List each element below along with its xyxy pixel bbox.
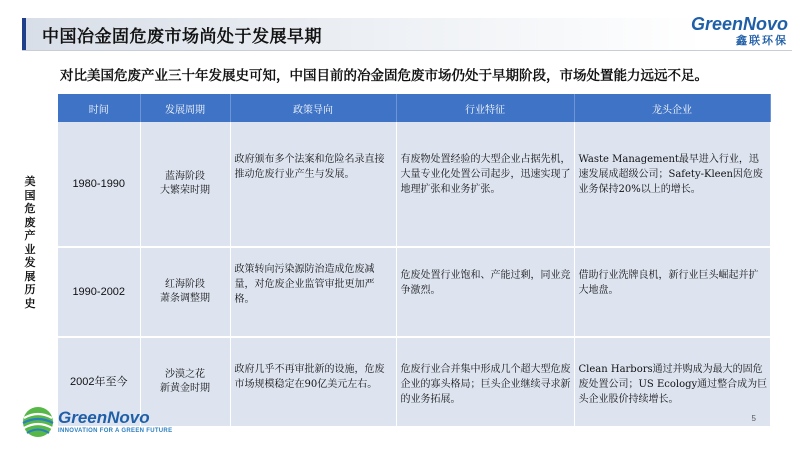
side-label: 美国危废产业发展历史 [24,175,36,310]
page-title: 中国冶金固危废市场尚处于发展早期 [42,27,322,47]
brand-logo [691,14,788,48]
table-header-row [58,94,770,122]
header-stage: 发展周期 [140,94,230,122]
title-accent [22,18,26,50]
title-divider [22,50,792,51]
header-leader: 龙头企业 [574,94,770,122]
page-number: 5 [751,414,756,423]
header-time: 时间 [58,94,140,122]
brand-chinese-name: 鑫联环保 [736,34,788,47]
stage-name: 沙漠之花 [165,369,205,380]
cell-leader: Clean Harbors通过并购成为最大的固危废处置公司；US Ecology通过整合成为巨头企业股价持续增长。 [574,337,770,427]
footer-tagline: INNOVATION FOR A GREEN FUTURE [58,428,173,434]
cell-leader: 借助行业洗牌良机，新行业巨头崛起并扩大地盘。 [574,247,770,337]
cell-industry: 有废物处置经验的大型企业占据先机，大量专业化处置公司起步，迅速实现了地理扩张和业务扩张。 [396,122,574,247]
stage-period: 大繁荣时期 [160,185,210,196]
cell-industry: 危废行业合并集中形成几个超大型危废企业的寡头格局；巨头企业继续寻求新的业务拓展。 [396,337,574,427]
stage-name: 红海阶段 [165,279,205,290]
cell-stage [140,247,230,337]
header-industry: 行业特征 [396,94,574,122]
brand-name: GreenNovo [690,14,788,34]
cell-stage [140,122,230,247]
cell-leader: Waste Management最早进入行业，迅速发展成超级公司；Safety-Kleen因危废业务保持20%以上的增长。 [574,122,770,247]
footer-brand-name: GreenNovo [58,408,150,427]
stage-period: 萧条调整期 [160,293,210,304]
summary-text: 对比美国危废产业三十年发展史可知，中国目前的冶金固危废市场仍处于早期阶段，市场处置能力远远不足。 [60,68,708,84]
header-policy: 政策导向 [230,94,396,122]
history-table [58,94,771,428]
cell-policy: 政策转向污染源防治造成危废减量，对危废企业监管审批更加严格。 [230,247,396,337]
cell-industry: 危废处置行业饱和、产能过剩，同业竞争激烈。 [396,247,574,337]
table-row [58,247,770,337]
stage-period: 新黄金时期 [160,383,210,394]
table-row [58,122,770,247]
cell-time: 2002年至今 [58,337,140,427]
stage-name: 蓝海阶段 [165,171,205,182]
cell-time: 1990-2002 [58,247,140,337]
cell-time: 1980-1990 [58,122,140,247]
cell-policy: 政府几乎不再审批新的设施，危废市场规模稳定在90亿美元左右。 [230,337,396,427]
cell-policy: 政府颁布多个法案和危险名录直接推动危废行业产生与发展。 [230,122,396,247]
